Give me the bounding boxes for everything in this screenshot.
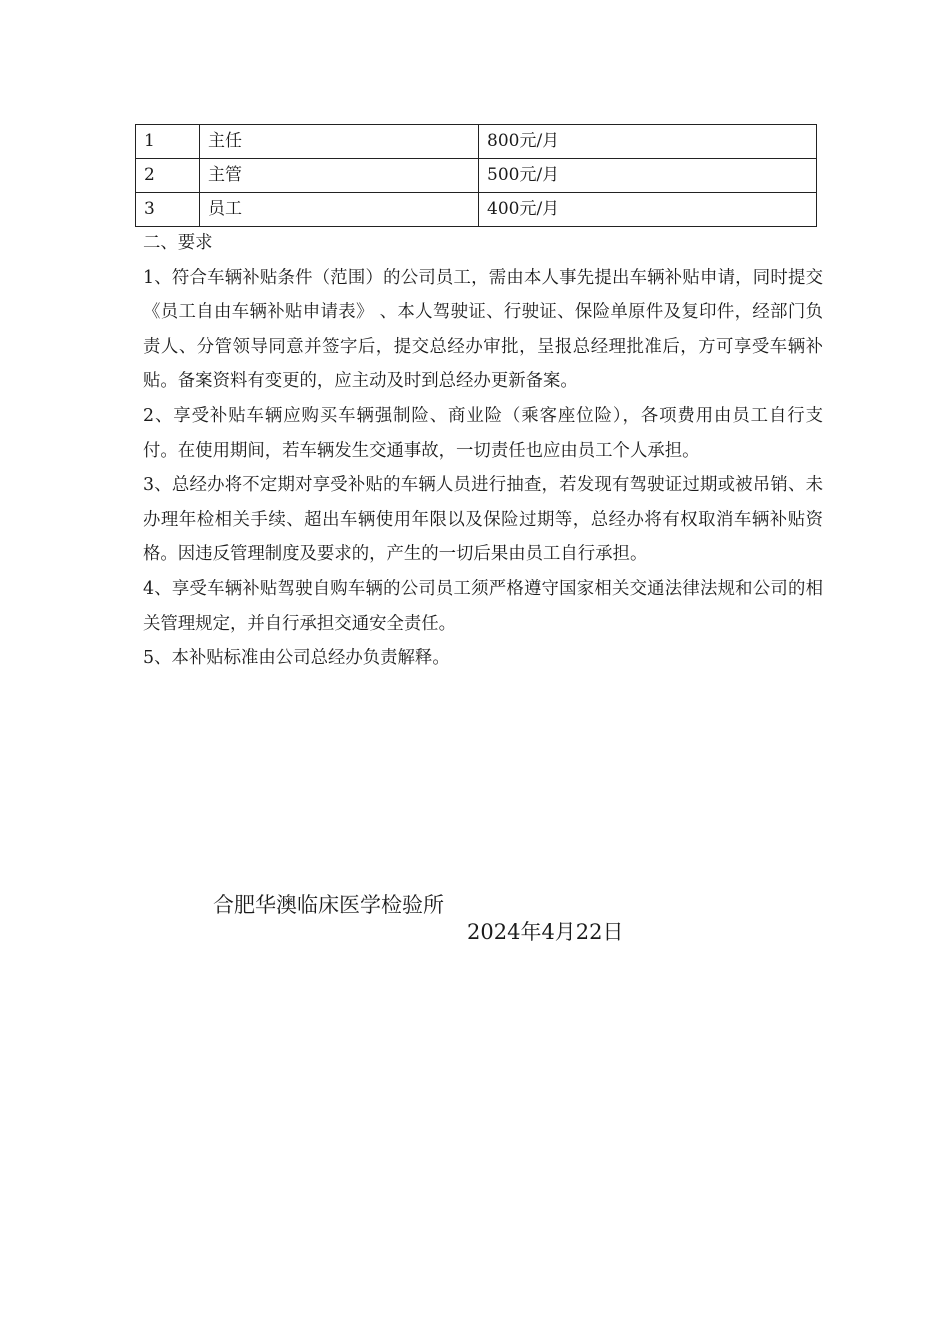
row-position: 员工 [200,193,479,227]
company-name: 合肥华澳临床医学检验所 [213,893,444,917]
signature-date: 2024年4月22日 [467,920,624,944]
row-number: 3 [136,193,200,227]
row-amount: 800元/月 [479,125,817,159]
row-amount: 400元/月 [479,193,817,227]
requirement-item-5: 5、本补贴标准由公司总经办负责解释。 [143,648,450,669]
requirements-section [143,226,823,676]
requirement-item-2: 2、享受补贴车辆应购买车辆强制险、商业险（乘客座位险），各项费用由员工自行支付。在使用期间，若车辆发生交通事故，一切责任也应由员工个人承担。 [143,405,823,461]
row-amount: 500元/月 [479,159,817,193]
requirement-item-4: 4、享受车辆补贴驾驶自购车辆的公司员工须严格遵守国家相关交通法律法规和公司的相关管理规定，并自行承担交通安全责任。 [143,578,823,634]
row-number: 2 [136,159,200,193]
row-position: 主管 [200,159,479,193]
subsidy-table [135,124,817,227]
table-row [136,159,817,193]
table-row [136,125,817,159]
requirement-item-1: 1、符合车辆补贴条件（范围）的公司员工，需由本人事先提出车辆补贴申请，同时提交《员工自由车辆补贴申请表》 、本人驾驶证、行驶证、保险单原件及复印件，经部门负责人、分管领导同意并签字后，提交总经办审批，呈报总经理批准后，方可享受车辆补贴。备案资料有变更的，应主动及时到总经办更新备案。 [143,267,823,392]
requirement-item-3: 3、总经办将不定期对享受补贴的车辆人员进行抽查，若发现有驾驶证过期或被吊销、未办理年检相关手续、超出车辆使用年限以及保险过期等，总经办将有权取消车辆补贴资格。因违反管理制度及要求的，产生的一切后果由员工自行承担。 [143,475,823,565]
row-number: 1 [136,125,200,159]
row-position: 主任 [200,125,479,159]
section-heading: 二、要求 [143,233,213,253]
table-row [136,193,817,227]
